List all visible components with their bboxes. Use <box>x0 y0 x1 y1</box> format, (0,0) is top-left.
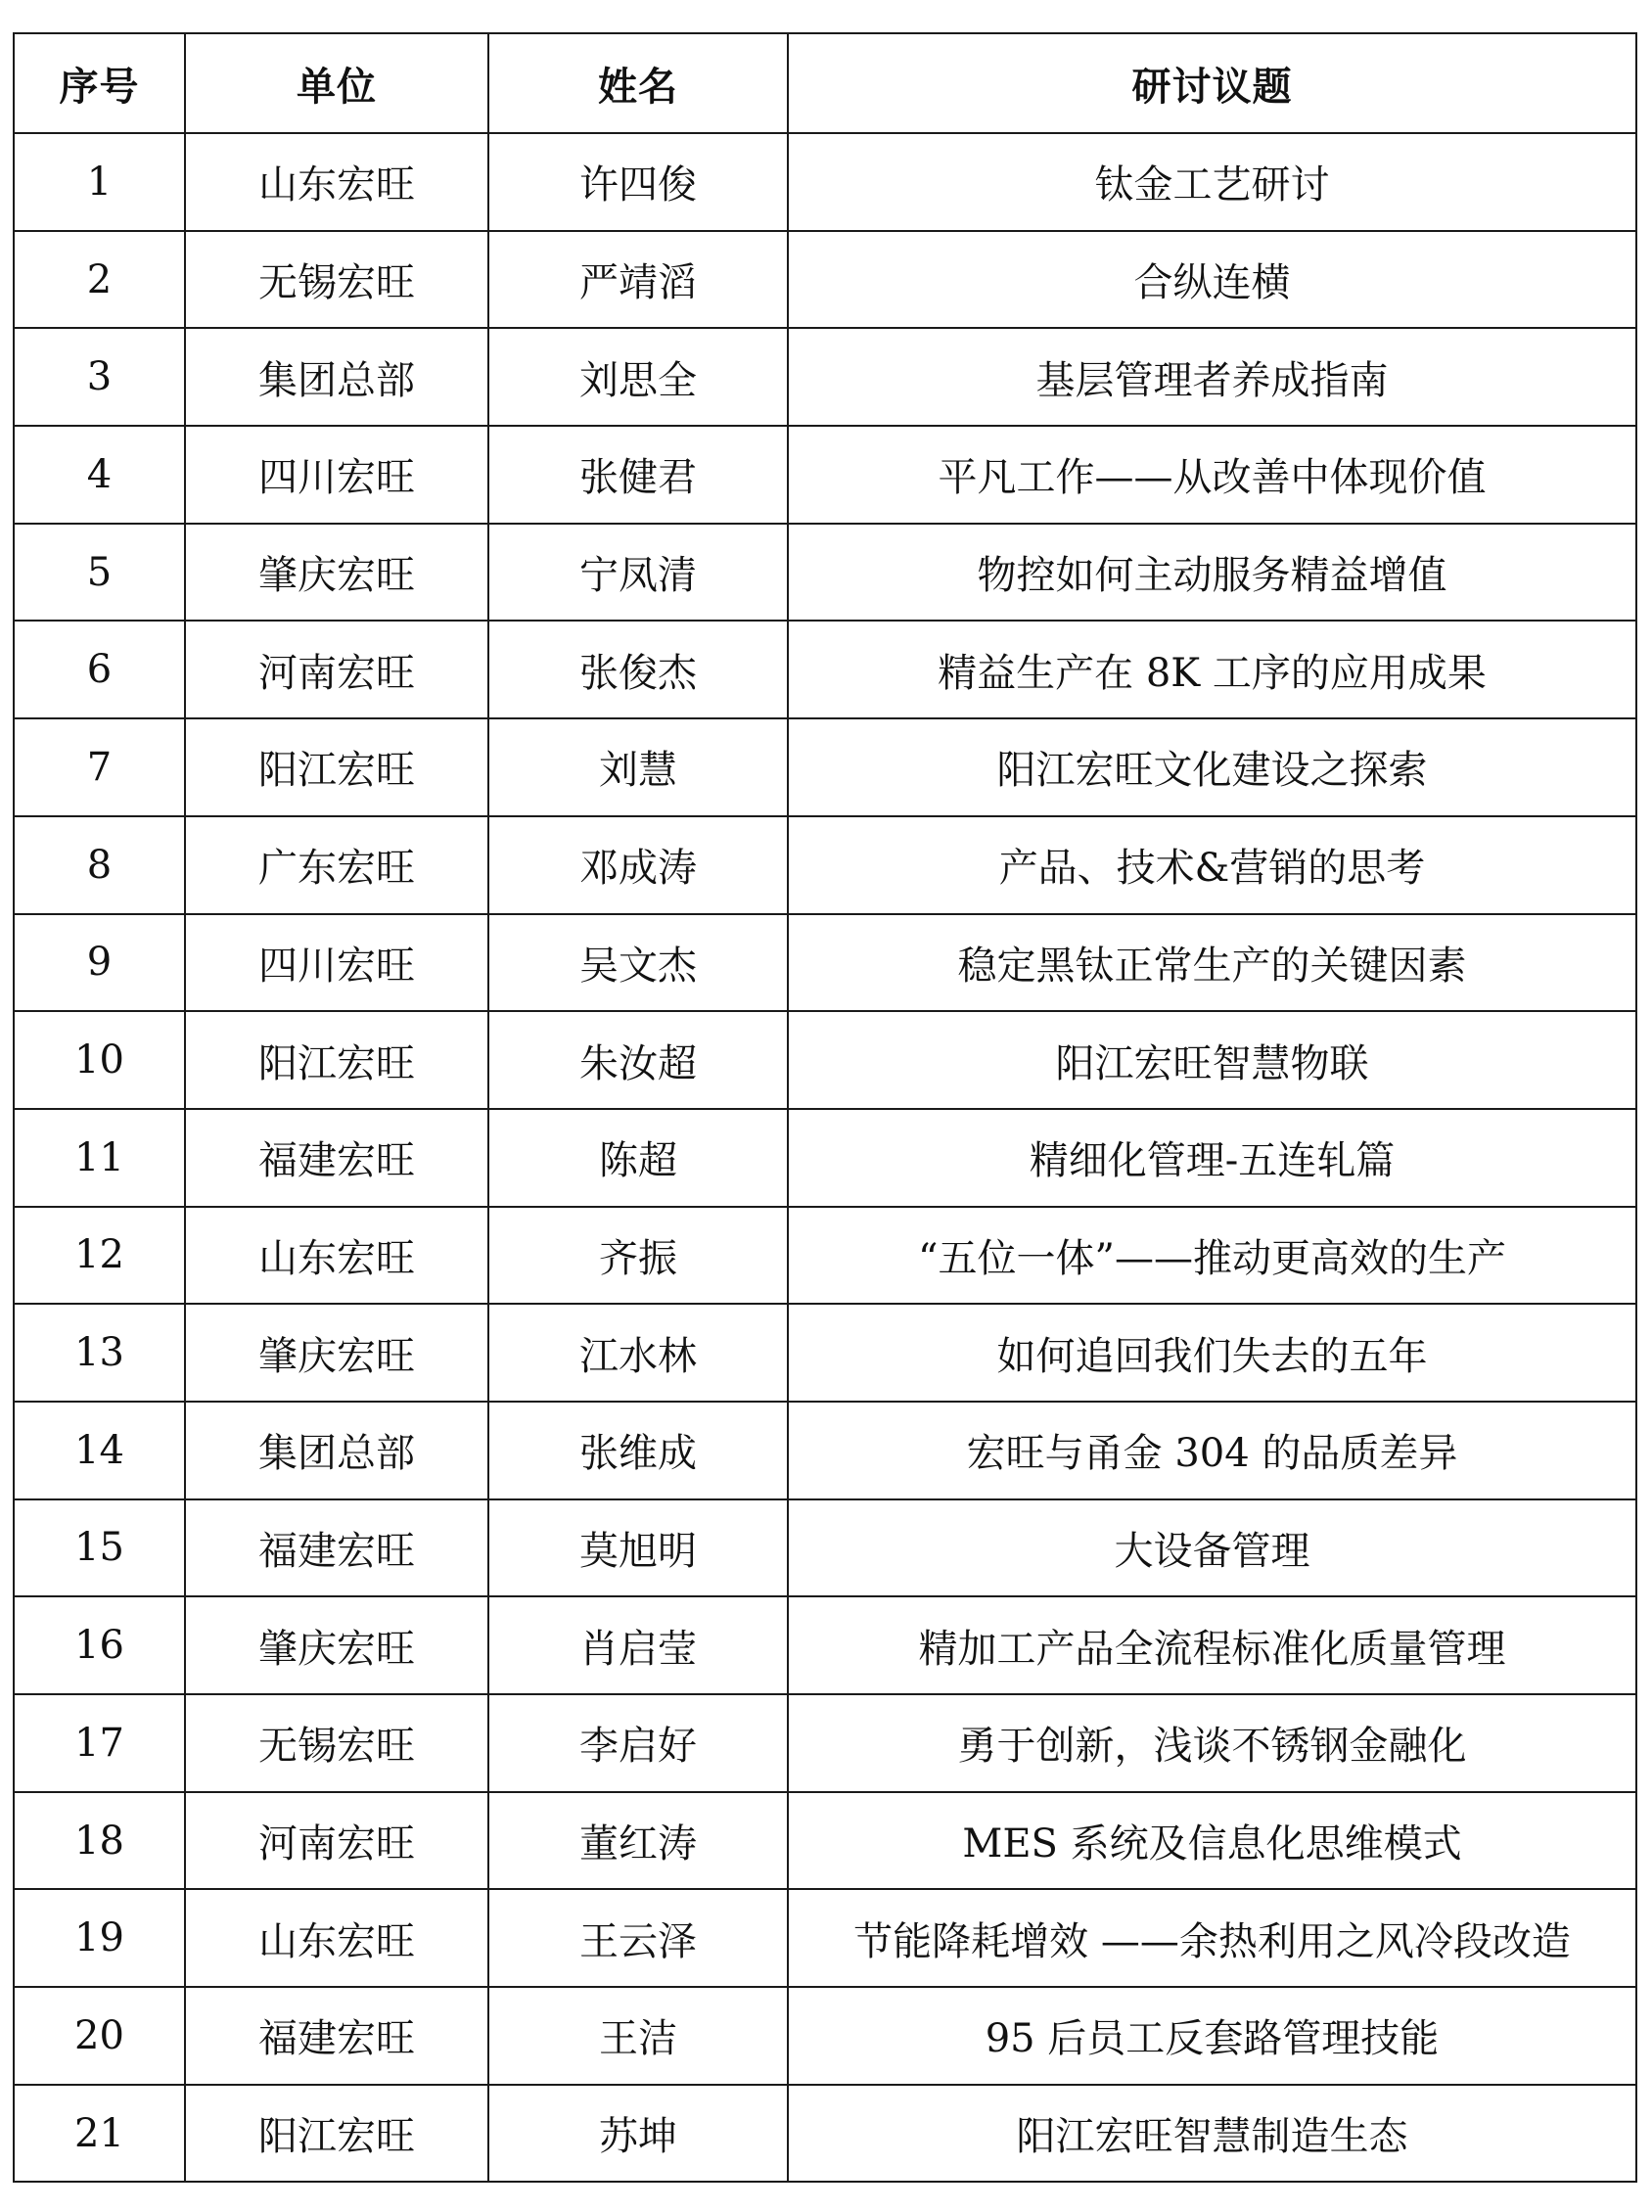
table-row <box>14 1987 1636 2085</box>
table-row <box>14 1499 1636 1597</box>
table-row <box>14 718 1636 816</box>
cell-no: 13 <box>14 1304 185 1402</box>
table-row <box>14 1402 1636 1499</box>
cell-no: 16 <box>14 1596 185 1694</box>
cell-unit: 肇庆宏旺 <box>185 1304 488 1402</box>
cell-topic: 勇于创新，浅谈不锈钢金融化 <box>788 1694 1636 1792</box>
header-row <box>14 33 1636 133</box>
cell-unit: 集团总部 <box>185 1402 488 1499</box>
topic-table <box>13 32 1637 2183</box>
table-row <box>14 328 1636 426</box>
table-row <box>14 1792 1636 1890</box>
cell-name: 陈超 <box>488 1109 788 1207</box>
cell-no: 17 <box>14 1694 185 1792</box>
cell-topic: 如何追回我们失去的五年 <box>788 1304 1636 1402</box>
cell-name: 许四俊 <box>488 133 788 231</box>
cell-name: 张俊杰 <box>488 621 788 718</box>
cell-unit: 福建宏旺 <box>185 1499 488 1597</box>
cell-unit: 集团总部 <box>185 328 488 426</box>
cell-no: 1 <box>14 133 185 231</box>
cell-name: 刘慧 <box>488 718 788 816</box>
table-row <box>14 1109 1636 1207</box>
cell-topic: 阳江宏旺智慧制造生态 <box>788 2085 1636 2183</box>
cell-name: 董红涛 <box>488 1792 788 1890</box>
cell-no: 20 <box>14 1987 185 2085</box>
cell-name: 苏坤 <box>488 2085 788 2183</box>
cell-no: 4 <box>14 426 185 524</box>
cell-no: 10 <box>14 1011 185 1109</box>
cell-no: 15 <box>14 1499 185 1597</box>
cell-no: 5 <box>14 524 185 622</box>
cell-unit: 河南宏旺 <box>185 1792 488 1890</box>
cell-no: 21 <box>14 2085 185 2183</box>
cell-topic: 阳江宏旺智慧物联 <box>788 1011 1636 1109</box>
cell-name: 李启好 <box>488 1694 788 1792</box>
cell-topic: MES 系统及信息化思维模式 <box>788 1792 1636 1890</box>
table-row <box>14 524 1636 622</box>
cell-name: 莫旭明 <box>488 1499 788 1597</box>
cell-no: 7 <box>14 718 185 816</box>
table-row <box>14 1596 1636 1694</box>
cell-name: 齐振 <box>488 1207 788 1305</box>
cell-unit: 福建宏旺 <box>185 1987 488 2085</box>
cell-name: 江水林 <box>488 1304 788 1402</box>
cell-unit: 阳江宏旺 <box>185 1011 488 1109</box>
table-row <box>14 621 1636 718</box>
cell-unit: 肇庆宏旺 <box>185 1596 488 1694</box>
table-row <box>14 1694 1636 1792</box>
cell-topic: 稳定黑钛正常生产的关键因素 <box>788 914 1636 1012</box>
table-row <box>14 231 1636 329</box>
cell-topic: 基层管理者养成指南 <box>788 328 1636 426</box>
header-topic: 研讨议题 <box>788 33 1636 133</box>
cell-unit: 广东宏旺 <box>185 816 488 914</box>
cell-no: 8 <box>14 816 185 914</box>
cell-no: 12 <box>14 1207 185 1305</box>
cell-no: 6 <box>14 621 185 718</box>
cell-unit: 四川宏旺 <box>185 426 488 524</box>
cell-name: 张维成 <box>488 1402 788 1499</box>
cell-topic: 95 后员工反套路管理技能 <box>788 1987 1636 2085</box>
cell-topic: 精益生产在 8K 工序的应用成果 <box>788 621 1636 718</box>
table-row <box>14 426 1636 524</box>
cell-name: 张健君 <box>488 426 788 524</box>
cell-topic: 精细化管理-五连轧篇 <box>788 1109 1636 1207</box>
cell-no: 19 <box>14 1889 185 1987</box>
cell-name: 吴文杰 <box>488 914 788 1012</box>
cell-topic: 钛金工艺研讨 <box>788 133 1636 231</box>
cell-unit: 山东宏旺 <box>185 133 488 231</box>
table-row <box>14 816 1636 914</box>
cell-topic: 阳江宏旺文化建设之探索 <box>788 718 1636 816</box>
cell-no: 11 <box>14 1109 185 1207</box>
cell-topic: 产品、技术&营销的思考 <box>788 816 1636 914</box>
cell-unit: 无锡宏旺 <box>185 231 488 329</box>
cell-no: 14 <box>14 1402 185 1499</box>
cell-name: 王云泽 <box>488 1889 788 1987</box>
cell-unit: 福建宏旺 <box>185 1109 488 1207</box>
cell-topic: 平凡工作——从改善中体现价值 <box>788 426 1636 524</box>
table-row <box>14 914 1636 1012</box>
table-row <box>14 2085 1636 2183</box>
document-page <box>13 32 1635 2183</box>
cell-unit: 阳江宏旺 <box>185 718 488 816</box>
cell-topic: 节能降耗增效 ——余热利用之风冷段改造 <box>788 1889 1636 1987</box>
cell-unit: 肇庆宏旺 <box>185 524 488 622</box>
cell-no: 2 <box>14 231 185 329</box>
cell-topic: 物控如何主动服务精益增值 <box>788 524 1636 622</box>
cell-no: 3 <box>14 328 185 426</box>
header-name: 姓名 <box>488 33 788 133</box>
cell-unit: 山东宏旺 <box>185 1889 488 1987</box>
table-row <box>14 1011 1636 1109</box>
cell-unit: 山东宏旺 <box>185 1207 488 1305</box>
cell-name: 邓成涛 <box>488 816 788 914</box>
cell-unit: 河南宏旺 <box>185 621 488 718</box>
cell-name: 王洁 <box>488 1987 788 2085</box>
table-row <box>14 1207 1636 1305</box>
cell-topic: 合纵连横 <box>788 231 1636 329</box>
cell-name: 严靖滔 <box>488 231 788 329</box>
table-header <box>14 33 1636 133</box>
cell-name: 刘思全 <box>488 328 788 426</box>
cell-topic: 宏旺与甬金 304 的品质差异 <box>788 1402 1636 1499</box>
header-unit: 单位 <box>185 33 488 133</box>
table-row <box>14 133 1636 231</box>
cell-name: 宁凤清 <box>488 524 788 622</box>
cell-no: 18 <box>14 1792 185 1890</box>
cell-name: 肖启莹 <box>488 1596 788 1694</box>
cell-topic: 大设备管理 <box>788 1499 1636 1597</box>
cell-topic: 精加工产品全流程标准化质量管理 <box>788 1596 1636 1694</box>
header-no: 序号 <box>14 33 185 133</box>
cell-name: 朱汝超 <box>488 1011 788 1109</box>
table-row <box>14 1889 1636 1987</box>
cell-unit: 阳江宏旺 <box>185 2085 488 2183</box>
cell-no: 9 <box>14 914 185 1012</box>
cell-unit: 四川宏旺 <box>185 914 488 1012</box>
cell-topic: “五位一体”——推动更高效的生产 <box>788 1207 1636 1305</box>
table-row <box>14 1304 1636 1402</box>
cell-unit: 无锡宏旺 <box>185 1694 488 1792</box>
table-body <box>14 133 1636 2182</box>
